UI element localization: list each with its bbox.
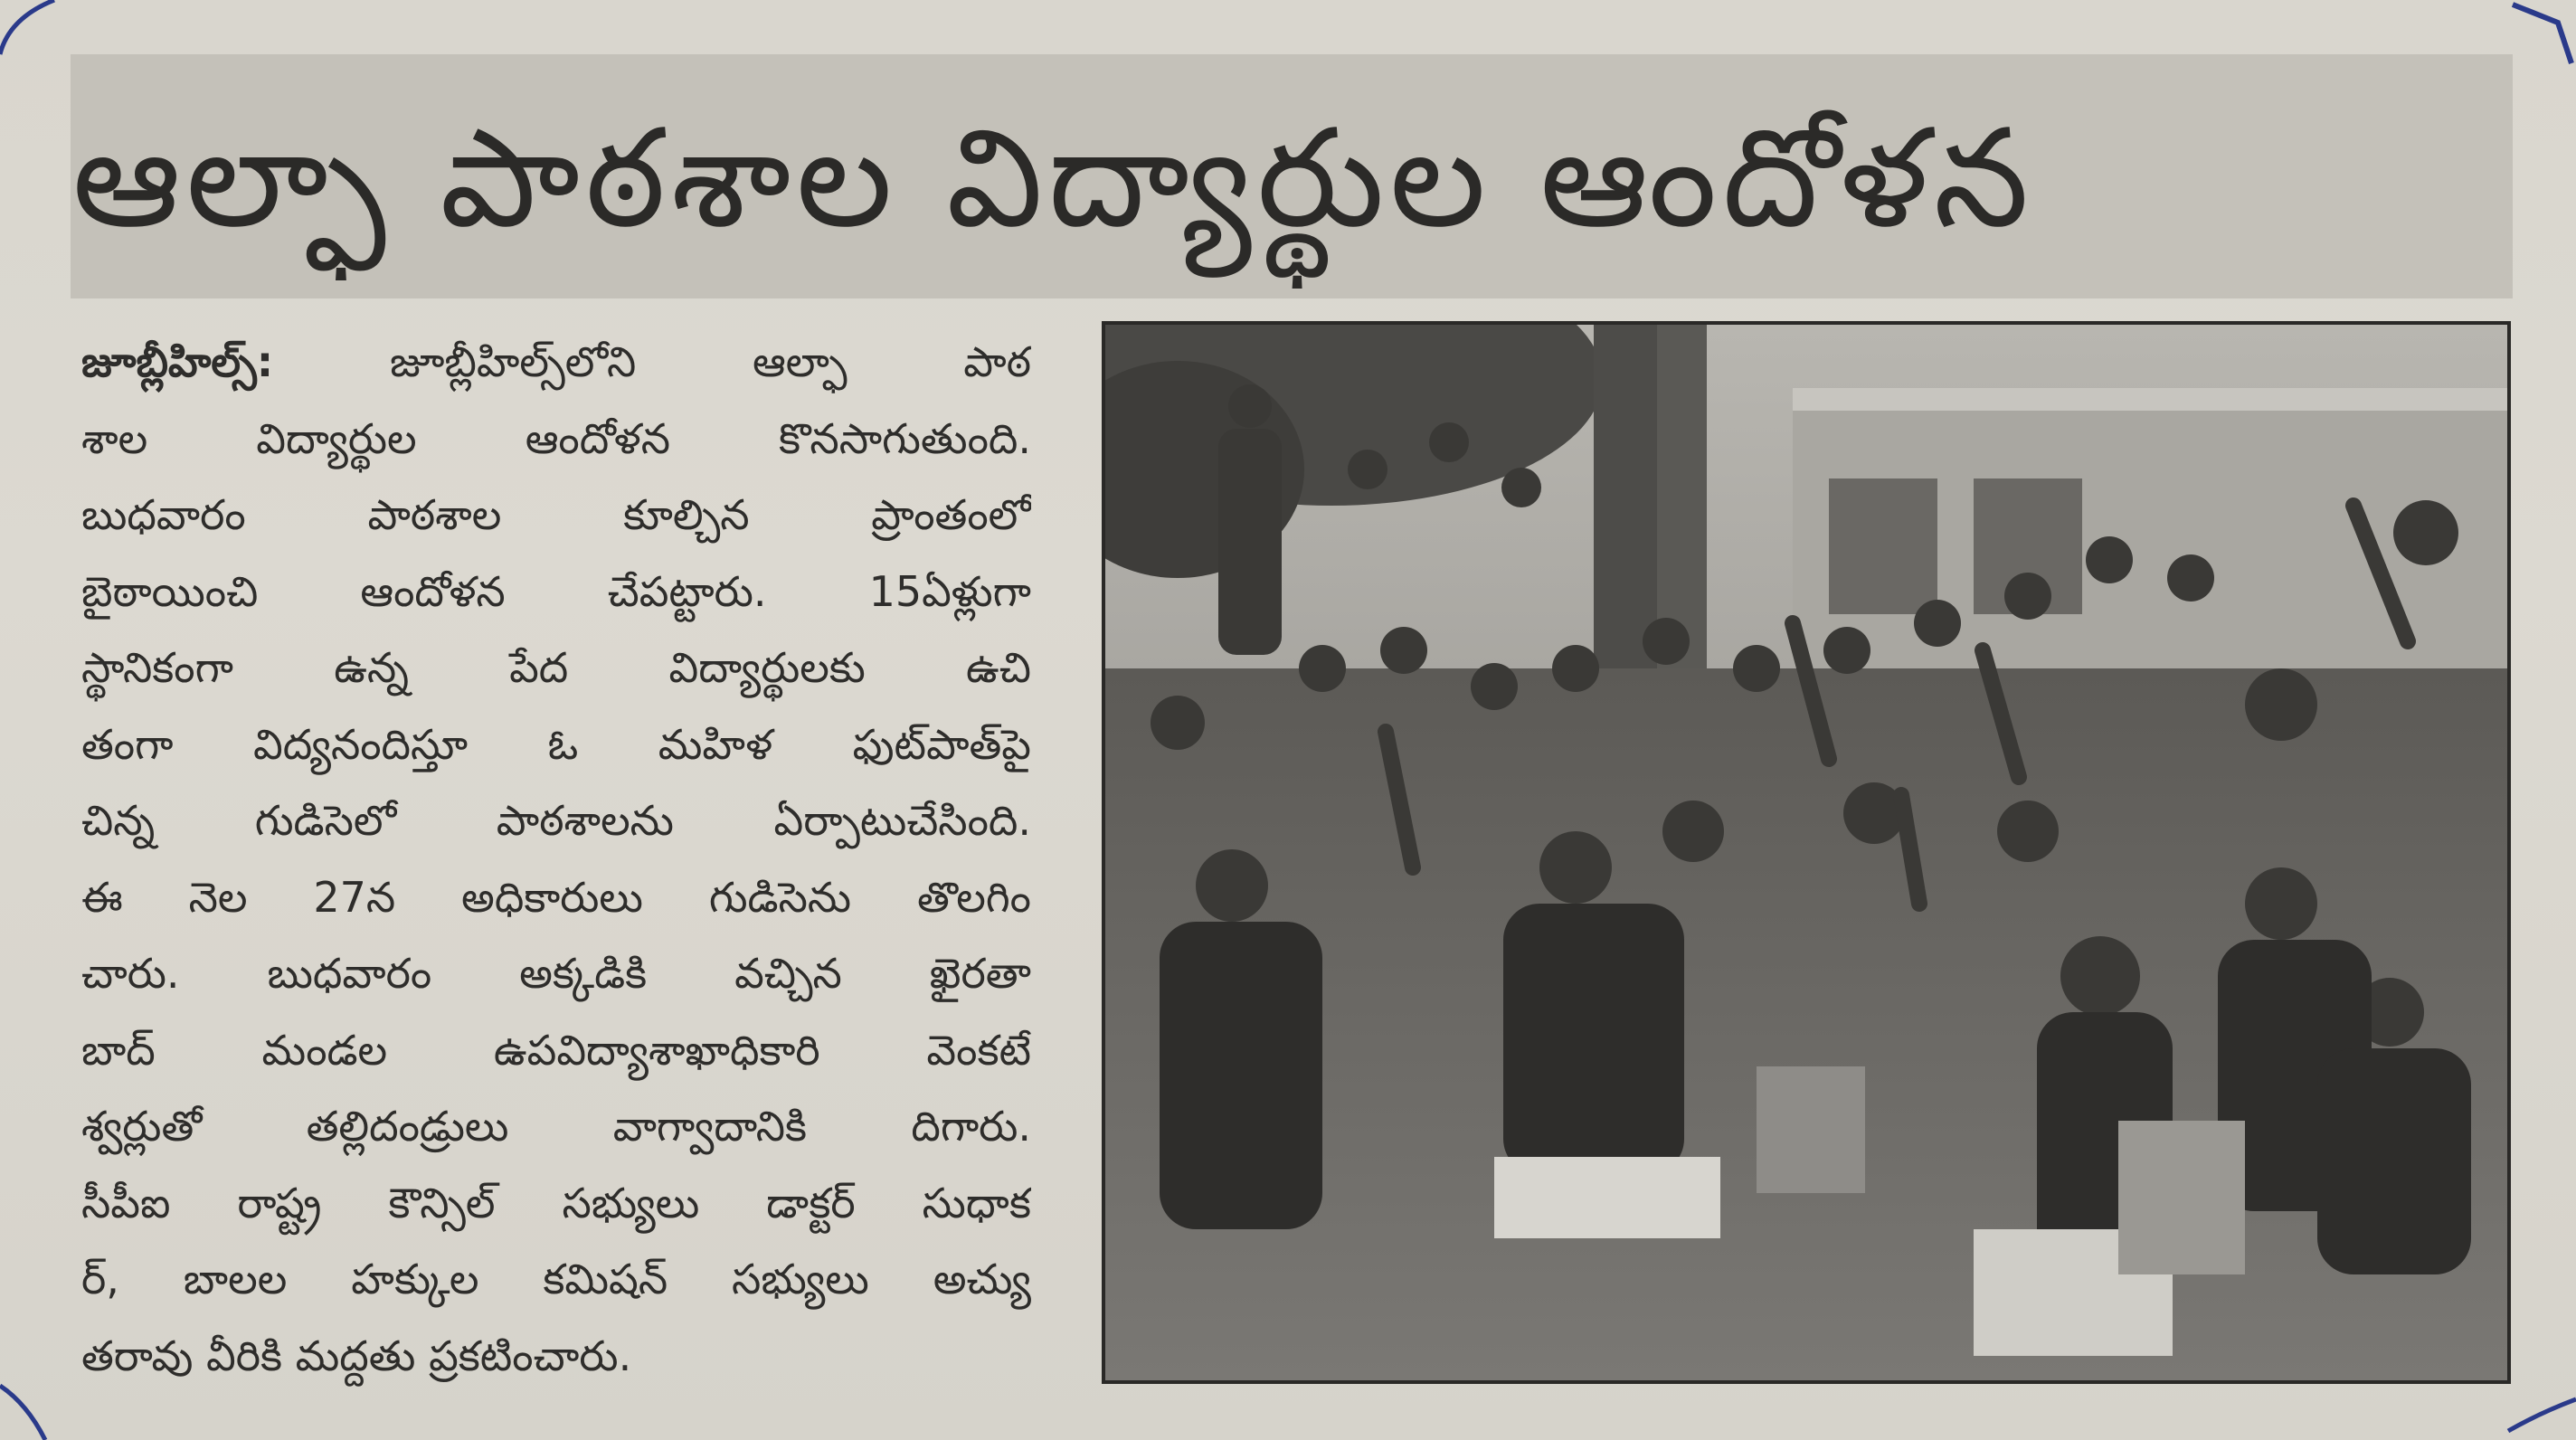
article-body xyxy=(81,324,1031,1409)
headline: ఆల్ఫా పాఠశాల విద్యార్థుల ఆందోళన xyxy=(72,100,2035,258)
corner-mark-icon xyxy=(0,1368,72,1440)
article-line: తంగా విద్యనందిస్తూ ఓ మహిళ ఫుట్‌పాత్‌పై xyxy=(81,719,1031,769)
article-line: తరావు వీరికి మద్దతు ప్రకటించారు. xyxy=(81,1331,632,1380)
article-line: బుధవారం పాఠశాల కూల్చిన ప్రాంతంలో xyxy=(81,490,1031,539)
article-line: శ్వర్లుతో తల్లిదండ్రులు వాగ్వాదానికి దిగారు. xyxy=(81,1102,1031,1151)
article-line xyxy=(81,324,1031,401)
dateline: జూబ్లీహిల్స్: xyxy=(81,337,274,386)
article-line: స్థానికంగా ఉన్న పేద విద్యార్థులకు ఉచి xyxy=(81,643,1031,692)
corner-mark-icon xyxy=(2504,1368,2576,1440)
corner-mark-icon xyxy=(2504,0,2576,72)
article-line: ర్, బాలల హక్కుల కమిషన్ సభ్యులు అచ్యు xyxy=(81,1255,1031,1303)
article-line: బాద్ మండల ఉపవిద్యాశాఖాధికారి వెంకటే xyxy=(81,1025,1031,1075)
article-line: ఈ నెల 27న అధికారులు గుడిసెను తొలగిం xyxy=(81,872,1031,922)
article-line: చిన్న గుడిసెలో పాఠశాలను ఏర్పాటుచేసింది. xyxy=(81,796,1031,845)
article-line-text: జూబ్లీహిల్స్‌లోని ఆల్ఫా పాఠ xyxy=(389,337,1031,386)
photo-icon xyxy=(1105,325,2507,1380)
article-line: శాల విద్యార్థుల ఆందోళన కొనసాగుతుంది. xyxy=(81,413,1031,463)
article-line: సీపీఐ రాష్ట్ర కౌన్సిల్ సభ్యులు డాక్టర్ సుధాక xyxy=(81,1178,1031,1227)
article-line: చారు. బుధవారం అక్కడికి వచ్చిన ఖైరతా xyxy=(81,949,1031,998)
article-line: బైఠాయించి ఆందోళన చేపట్టారు. 15ఏళ్లుగా xyxy=(81,566,1031,616)
corner-mark-icon xyxy=(0,0,72,72)
students-protest-photo xyxy=(1102,321,2511,1384)
